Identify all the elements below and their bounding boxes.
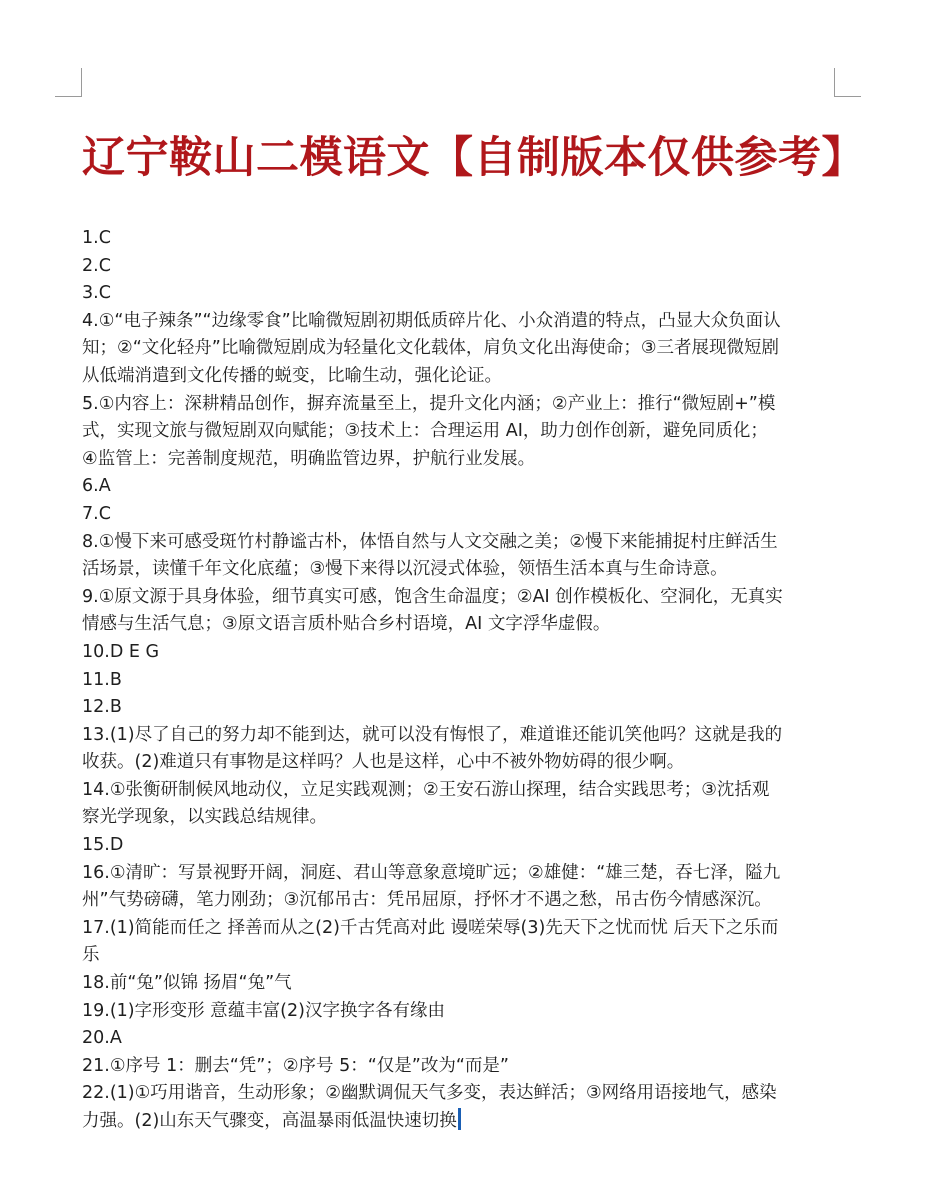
answer-list <box>82 225 842 1136</box>
answer-line <box>82 915 842 943</box>
answer-line <box>82 860 842 888</box>
answer-line <box>82 280 842 308</box>
answer-line <box>82 253 842 281</box>
answer-line <box>82 529 842 557</box>
answer-line <box>82 363 842 391</box>
answer-line <box>82 556 842 584</box>
answer-line <box>82 611 842 639</box>
answer-line-text: 19.(1)字形变形 意蕴丰富(2)汉字换字各有缘由 <box>82 1000 445 1021</box>
answer-line <box>82 225 842 253</box>
answer-line-text: 11.B <box>82 669 122 690</box>
answer-line <box>82 1053 842 1081</box>
answer-line <box>82 970 842 998</box>
answer-line <box>82 418 842 446</box>
answer-line-text: 从低端消遣到文化传播的蜕变，比喻生动，强化论证。 <box>82 365 502 386</box>
answer-line-text: 13.(1)尽了自己的努力却不能到达，就可以没有悔恨了，难道谁还能讥笑他吗？这就是我的 <box>82 724 783 745</box>
answer-line <box>82 446 842 474</box>
answer-line-text: 7.C <box>82 503 111 524</box>
answer-line-text: 式，实现文旅与微短剧双向赋能；③技术上：合理运用 AI，助力创作创新，避免同质化； <box>82 421 768 442</box>
answer-line <box>82 667 842 695</box>
answer-line-text: 1.C <box>82 228 111 248</box>
answer-line <box>82 584 842 612</box>
answer-line-text: 20.A <box>82 1028 122 1049</box>
answer-line <box>82 942 842 970</box>
page-corner-mark-top-right <box>834 68 861 97</box>
answer-line-text: 乐 <box>82 945 100 966</box>
answer-line <box>82 1108 842 1136</box>
answer-line-text: 16.①清旷：写景视野开阔，洞庭、君山等意象意境旷远；②雄健：“雄三楚，吞七泽，隘九 <box>82 862 781 883</box>
answer-line-text: 10.D E G <box>82 641 160 662</box>
answer-line-text: 17.(1)简能而任之 择善而从之(2)千古凭高对此 谩嗟荣辱(3)先天下之忧而忧 后天下之乐而 <box>82 917 779 938</box>
answer-line <box>82 473 842 501</box>
answer-line <box>82 1080 842 1108</box>
answer-line <box>82 391 842 419</box>
answer-line-text: 9.①原文源于具身体验，细节真实可感，饱含生命温度；②AI 创作模板化、空洞化，无真实 <box>82 586 783 607</box>
answer-line-text: 3.C <box>82 283 111 304</box>
page-corner-mark-top-left <box>55 68 82 97</box>
answer-line-text: 22.(1)①巧用谐音，生动形象；②幽默调侃天气多变，表达鲜活；③网络用语接地气，感染 <box>82 1083 777 1104</box>
answer-line <box>82 777 842 805</box>
answer-line <box>82 335 842 363</box>
answer-line <box>82 1025 842 1053</box>
answer-line-text: 15.D <box>82 835 124 856</box>
answer-line-text: 21.①序号 1：删去“凭”；②序号 5：“仅是”改为“而是” <box>82 1055 509 1076</box>
answer-line <box>82 308 842 336</box>
answer-line-text: 12.B <box>82 697 122 718</box>
answer-line-text: ④监管上：完善制度规范，明确监管边界，护航行业发展。 <box>82 448 536 469</box>
answer-line <box>82 639 842 667</box>
answer-line-text: 察光学现象，以实践总结规律。 <box>82 807 327 828</box>
answer-line-text: 18.前“兔”似锦 扬眉“兔”气 <box>82 973 292 994</box>
answer-line <box>82 804 842 832</box>
answer-line <box>82 694 842 722</box>
answer-line-text: 情感与生活气息；③原文语言质朴贴合乡村语境，AI 文字浮华虚假。 <box>82 614 611 635</box>
document-title: 辽宁鞍山二模语文【自制版本仅供参考】 <box>82 133 865 183</box>
answer-line <box>82 887 842 915</box>
answer-line-text: 2.C <box>82 255 111 276</box>
answer-line-text: 8.①慢下来可感受斑竹村静谧古朴，体悟自然与人文交融之美；②慢下来能捕捉村庄鲜活生 <box>82 531 778 552</box>
answer-line <box>82 501 842 529</box>
answer-line-text: 收获。(2)难道只有事物是这样吗？人也是这样，心中不被外物妨碍的很少啊。 <box>82 752 685 773</box>
answer-line <box>82 998 842 1026</box>
answer-line-text: 活场景，读懂千年文化底蕴；③慢下来得以沉浸式体验，领悟生活本真与生命诗意。 <box>82 559 728 580</box>
text-cursor <box>458 1108 461 1130</box>
answer-line <box>82 832 842 860</box>
answer-line <box>82 722 842 750</box>
answer-line-text: 知；②“文化轻舟”比喻微短剧成为轻量化文化载体，肩负文化出海使命；③三者展现微短剧 <box>82 338 780 359</box>
answer-line-text: 14.①张衡研制候风地动仪，立足实践观测；②王安石游山探理，结合实践思考；③沈括观 <box>82 779 770 800</box>
answer-line-text: 州”气势磅礴，笔力刚劲；③沉郁吊古：凭吊屈原，抒怀才不遇之愁，吊古伤今情感深沉。 <box>82 890 772 911</box>
answer-line-text: 6.A <box>82 476 111 497</box>
answer-line-text: 4.①“电子辣条”“边缘零食”比喻微短剧初期低质碎片化、小众消遣的特点，凸显大众负面认 <box>82 310 781 331</box>
answer-line-text: 力强。(2)山东天气骤变，高温暴雨低温快速切换 <box>82 1111 457 1131</box>
answer-line-text: 5.①内容上：深耕精品创作，摒弃流量至上，提升文化内涵；②产业上：推行“微短剧+”模 <box>82 393 776 414</box>
answer-line <box>82 749 842 777</box>
